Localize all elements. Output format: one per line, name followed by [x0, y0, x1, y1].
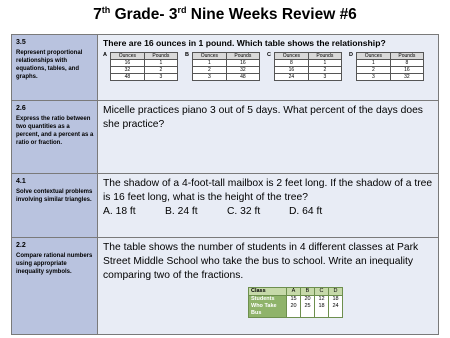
denominator: 24 [332, 303, 339, 309]
option-d [349, 52, 428, 81]
question-cell [98, 174, 439, 238]
title-grade-word: Grade- 3 [110, 6, 178, 23]
header-cell: Pounds [144, 53, 177, 60]
choice-d: D. 64 ft [289, 206, 323, 217]
class-header: Class [249, 288, 287, 296]
cell: 48 [111, 74, 145, 81]
standard-text: Solve contextual problems involving similar triangles. [16, 189, 93, 203]
header-cell: Pounds [390, 53, 423, 60]
cell: 16 [390, 67, 423, 74]
header-cell: Ounces [275, 53, 309, 60]
cell: 24 [275, 74, 309, 81]
denominator: 20 [290, 303, 297, 309]
cell: 8 [390, 60, 423, 67]
review-row [12, 101, 439, 174]
standard-code: 3.5 [16, 39, 26, 46]
standard-code: 2.6 [16, 105, 26, 112]
question-text: Micelle practices piano 3 out of 5 days. What percent of the days does she practice? [103, 105, 423, 130]
numerator: 20 [304, 296, 311, 302]
cell: 32 [226, 67, 259, 74]
review-row [12, 174, 439, 238]
review-row [12, 35, 439, 101]
class-label: D [329, 288, 343, 296]
class-label: B [301, 288, 315, 296]
question-cell [98, 101, 439, 174]
option-letter: A [103, 52, 107, 58]
standard-cell [12, 35, 98, 101]
cell: 48 [226, 74, 259, 81]
choice-c: C. 32 ft [227, 206, 261, 217]
cell: 3 [357, 74, 391, 81]
header-cell: Ounces [357, 53, 391, 60]
question-cell [98, 238, 439, 335]
standard-text: Express the ratio between two quantities as a percent, and a percent as a ratio or fraction. [16, 116, 94, 146]
cell: 2 [193, 67, 227, 74]
option-letter: B [185, 52, 189, 58]
fraction-cell [287, 296, 301, 318]
cell: 16 [111, 60, 145, 67]
option-letter: D [349, 52, 353, 58]
page-title [0, 4, 450, 26]
cell: 1 [193, 60, 227, 67]
cell: 32 [111, 67, 145, 74]
cell: 2 [357, 67, 391, 74]
fraction-cell [315, 296, 329, 318]
option-b [185, 52, 264, 81]
cell: 2 [308, 67, 341, 74]
cell: 2 [144, 67, 177, 74]
title-nine-suffix: rd [177, 4, 187, 15]
fraction-cell [329, 296, 343, 318]
standard-text: Represent proportional relationships with equations, tables, and graphs. [16, 50, 83, 80]
option-table [110, 52, 178, 81]
standard-text: Compare rational numbers using appropriate inequality symbols. [16, 253, 93, 275]
denominator: 18 [318, 303, 325, 309]
header-cell: Ounces [193, 53, 227, 60]
header-cell: Ounces [111, 53, 145, 60]
question-text: The shadow of a 4-foot-tall mailbox is 2 feet long. If the shadow of a tree is 16 feet long, what is the height of the tree? [103, 178, 433, 203]
option-table [192, 52, 260, 81]
title-grade-num: 7 [93, 6, 102, 23]
option-c [267, 52, 346, 81]
numerator: 12 [318, 296, 325, 302]
header-cell: Pounds [226, 53, 259, 60]
review-table [11, 34, 439, 335]
review-row [12, 238, 439, 335]
class-label: C [315, 288, 329, 296]
title-grade-suffix: th [101, 4, 111, 15]
cell: 1 [357, 60, 391, 67]
option-table [356, 52, 424, 81]
cell: 16 [226, 60, 259, 67]
question-text: The table shows the number of students in 4 different classes at Park Street Middle School who take the bus to school. Write an inequality comparing two of the fractions. [103, 242, 419, 281]
choice-a: A. 18 ft [103, 206, 136, 217]
question-text: There are 16 ounces in 1 pound. Which table shows the relationship? [103, 38, 386, 48]
standard-cell [12, 174, 98, 238]
cell: 16 [275, 67, 309, 74]
answer-options [103, 52, 434, 81]
numerator: 15 [290, 296, 297, 302]
cell: 1 [144, 60, 177, 67]
choice-b: B. 24 ft [165, 206, 198, 217]
standard-cell [12, 101, 98, 174]
cell: 3 [193, 74, 227, 81]
standard-code: 2.2 [16, 242, 26, 249]
standard-cell [12, 238, 98, 335]
row-label: Students Who Take Bus [249, 296, 287, 318]
denominator: 25 [304, 303, 311, 309]
cell: 3 [144, 74, 177, 81]
option-table [274, 52, 342, 81]
option-a [103, 52, 182, 81]
cell: 1 [308, 60, 341, 67]
answer-choices [103, 205, 434, 219]
bus-table [248, 287, 343, 318]
cell: 32 [390, 74, 423, 81]
bus-table-wrap [248, 287, 434, 318]
question-cell [98, 35, 439, 101]
option-letter: C [267, 52, 271, 58]
header-cell: Pounds [308, 53, 341, 60]
standard-code: 4.1 [16, 178, 26, 185]
title-rest: Nine Weeks Review #6 [186, 6, 357, 23]
class-label: A [287, 288, 301, 296]
cell: 3 [308, 74, 341, 81]
cell: 8 [275, 60, 309, 67]
numerator: 18 [332, 296, 339, 302]
fraction-cell [301, 296, 315, 318]
